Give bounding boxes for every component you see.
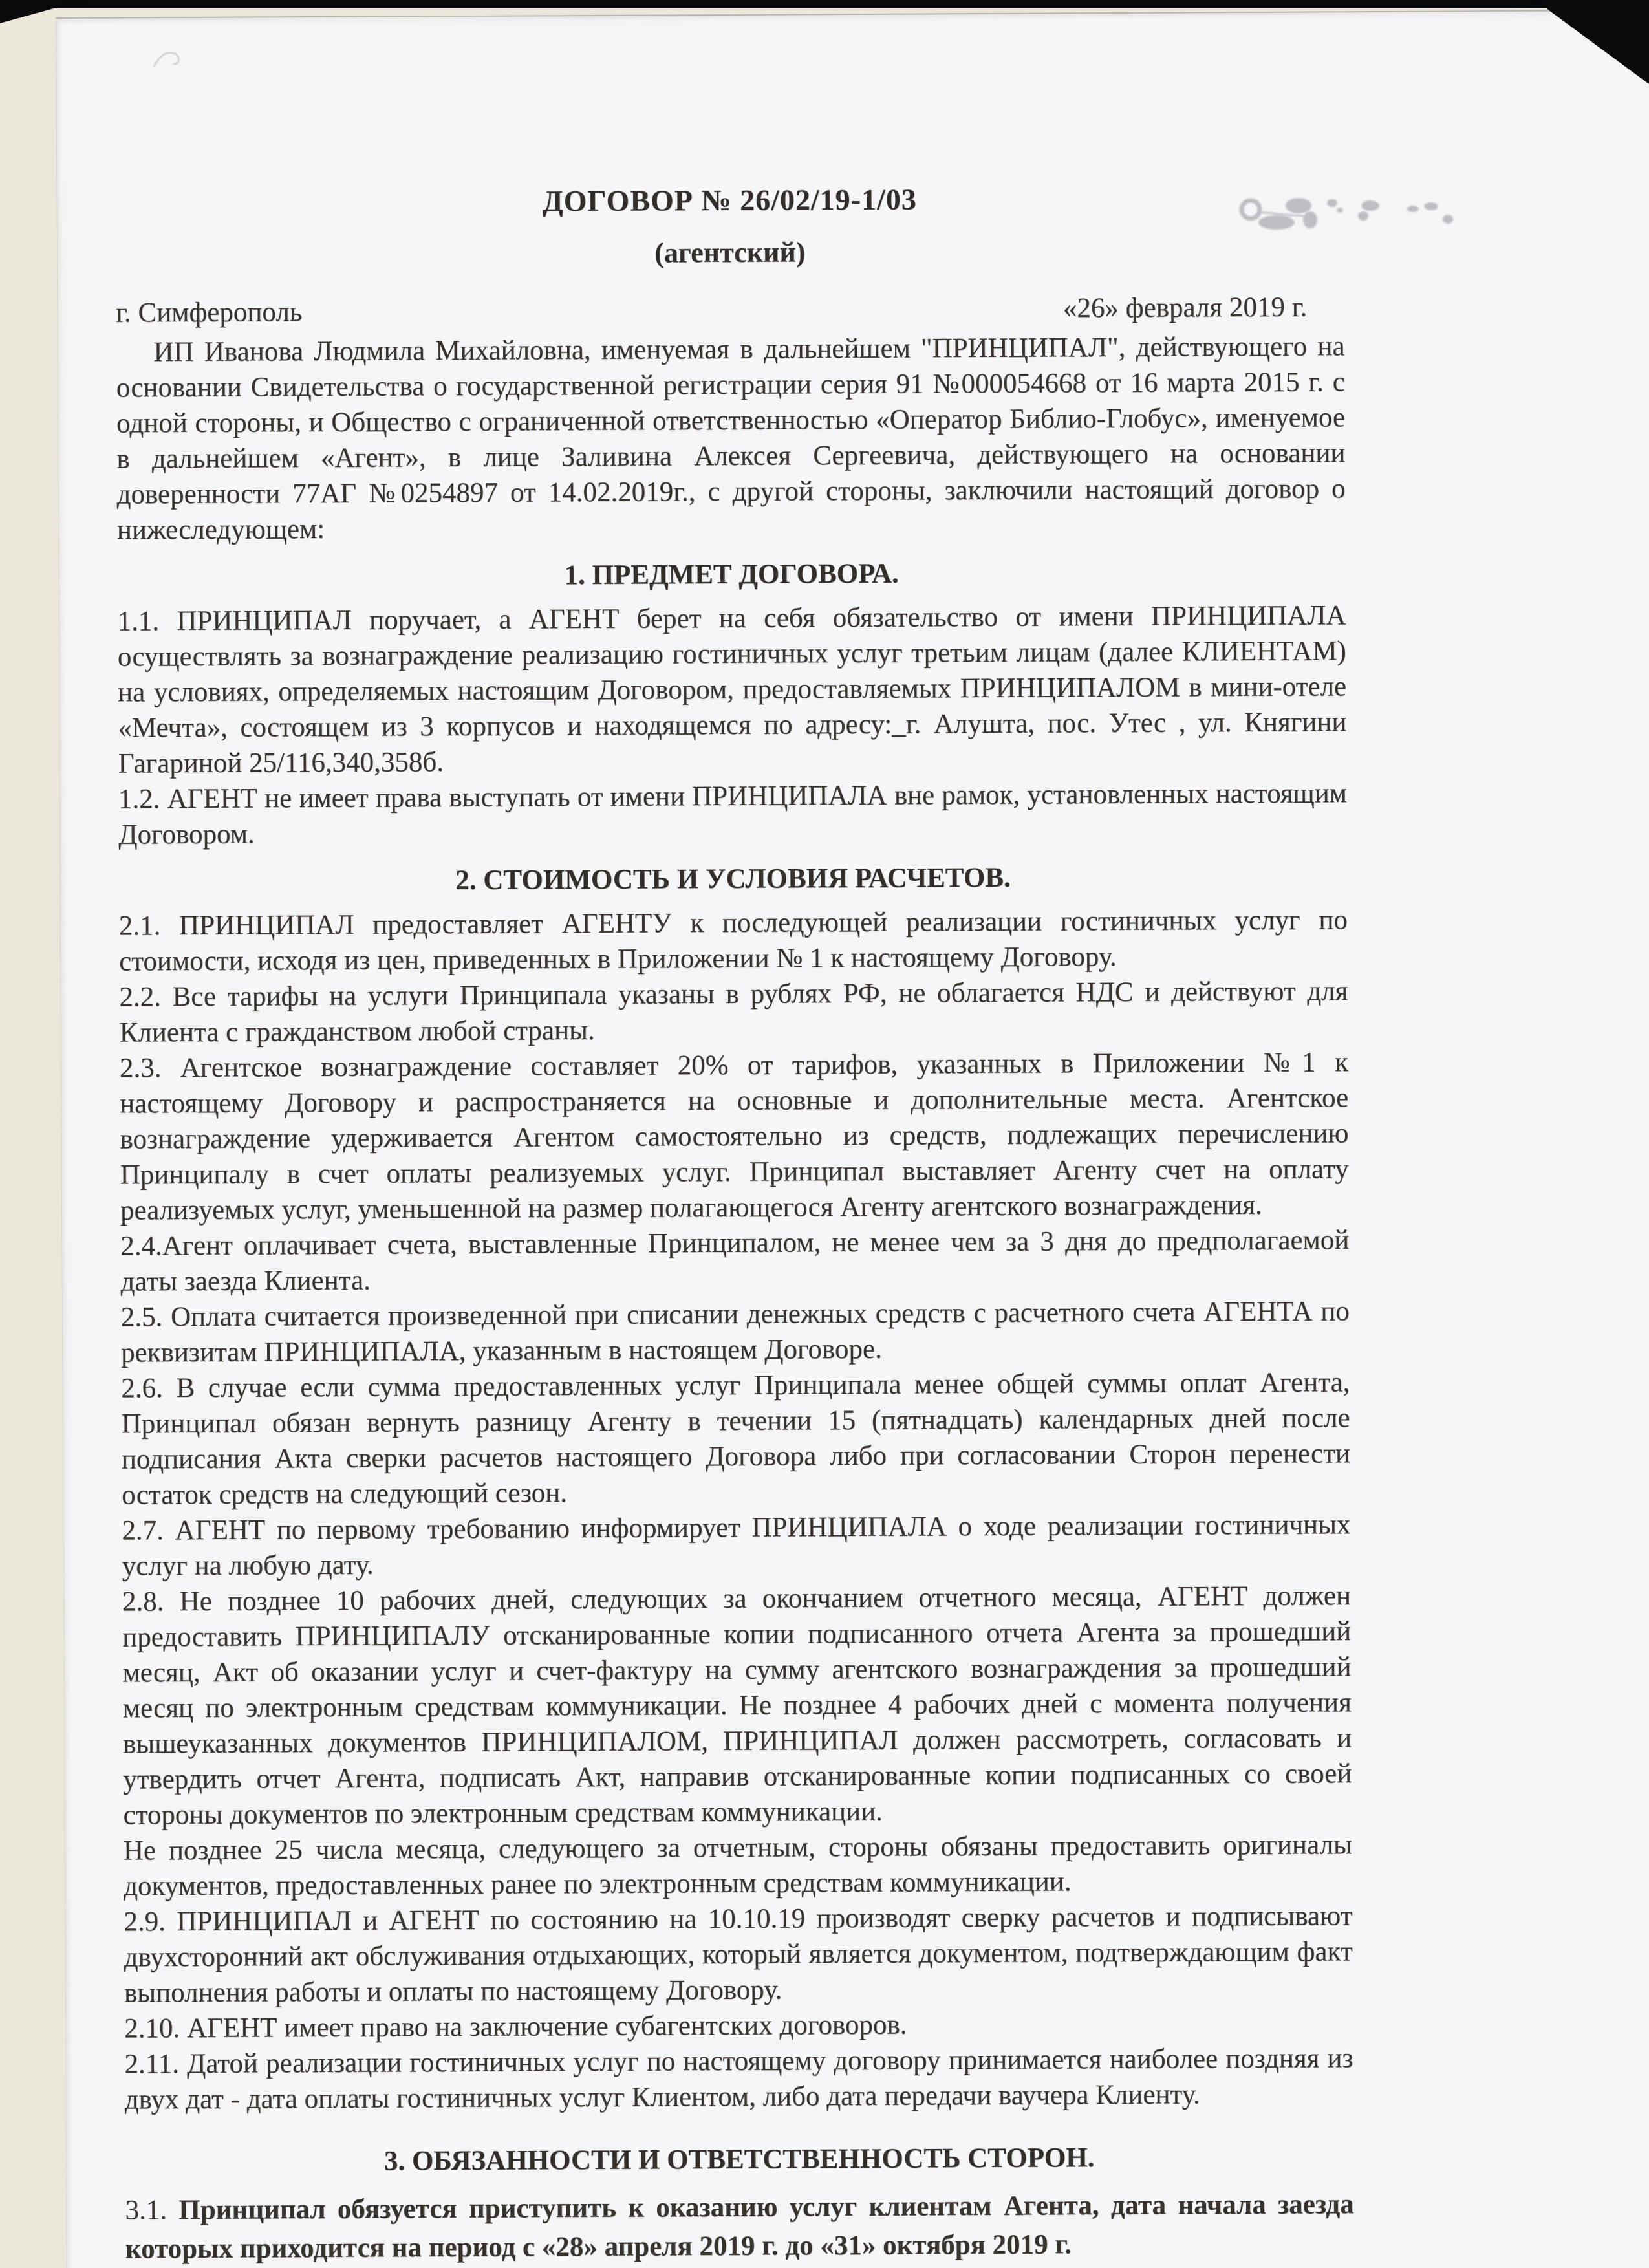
contract-paragraph: 2.11. Датой реализации гостиничных услуг по настоящему договору принимается наиболее поздняя из двух дат - дата оплаты гостиничных услуг Клиентом, либо дата передачи ваучера Клиенту. [124,2043,1353,2115]
section-heading: 1. ПРЕДМЕТ ДОГОВОРА. [564,558,899,591]
contract-paragraph: 2.10. АГЕНТ имеет право на заключение субагентских договоров. [124,2009,907,2044]
contract-paragraph: 2.2. Все тарифы на услуги Принципала указаны в рублях РФ, не облагается НДС и действуют для Клиента с гражданством любой страны. [119,976,1348,1048]
contract-paragraph: 2.1. ПРИНЦИПАЛ предоставляет АГЕНТУ к последующей реализации гостиничных услуг по стоимости, исходя из цен, приведенных в Приложении № 1 к настоящему Договору. [118,905,1348,977]
contract-paragraph: 2.6. В случае если сумма предоставленных услуг Принципала менее общей суммы оплат Агента, Принципал обязан вернуть разницу Агенту в течении 15 (пятнадцать) календарных дней после подписания Акта сверки расчетов настоящего Договора либо при согласовании Сторон перенести остаток средств на следующий сезон. [121,1367,1350,1511]
pencil-mark [147,45,193,74]
clause-number: 3.1. [125,2195,179,2226]
contract-paragraph: 1.2. АГЕНТ не имеет права выступать от имени ПРИНЦИПАЛА вне рамок, установленных настоящим Договором. [118,778,1348,850]
section-heading: 2. СТОИМОСТЬ И УСЛОВИЯ РАСЧЕТОВ. [455,862,1011,896]
contract-paragraph: Не позднее 25 числа месяца, следующего за отчетным, стороны обязаны предоставить оригиналы документов, предоставленных ранее по электронным средствам коммуникации. [123,1830,1352,1902]
contract-title: ДОГОВОР № 26/02/19-1/03 [542,182,917,218]
contract-paragraph: 2.4.Агент оплачивает счета, выставленные Принципалом, не менее чем за 3 дня до предполагаемой даты заезда Клиента. [120,1225,1350,1297]
contract-paragraph: 1.1. ПРИНЦИПАЛ поручает, а АГЕНТ берет на себя обязательство от имени ПРИНЦИПАЛА осуществлять за вознаграждение реализацию гостиничных услуг третьим лицам (далее КЛИЕНТАМ) на условиях, определяемых настоящим Договором, предоставляемых ПРИНЦИПАЛОМ в мини-отеле «Мечта», состоящем из 3 корпусов и находящемся по адресу:_г. Алушта, пос. Утес , ул. Княгини Гагариной 25/116,340,358б. [117,600,1347,779]
contract-paragraph: 2.8. Не позднее 10 рабочих дней, следующих за окончанием отчетного месяца, АГЕНТ должен предоставить ПРИНЦИПАЛУ отсканированные копии подписанного отчета Агента за прошедший месяц, Акт об оказании услуг и счет-фактуру на сумму агентского вознаграждения за прошедший месяц по электронным средствам коммуникации. Не позднее 4 рабочих дней с момента получения вышеуказанных документов ПРИНЦИПАЛОМ, ПРИНЦИПАЛ должен рассмотреть, согласовать и утвердить отчет Агента, подписать Акт, направив отсканированные копии подписанных со своей стороны документов по электронным средствам коммуникации. [122,1581,1352,1831]
ink-smudge [1236,189,1463,241]
document-page [56,9,1649,2268]
contract-subtitle: (агентский) [654,236,806,269]
contract-date: «26» февраля 2019 г. [1062,292,1308,324]
scanner-edge-top [0,0,1649,8]
contract-text [114,12,1354,2268]
contract-body [116,329,1354,2268]
contract-paragraph: 2.3. Агентское вознаграждение составляет 20% от тарифов, указанных в Приложении №1 к настоящему Договору и распространяется на основные и дополнительные места. Агентское вознаграждение удерживается Агентом самостоятельно из средств, подлежащих перечислению Принципалу в счет оплаты реализуемых услуг. Принципал выставляет Агенту счет на оплату реализуемых услуг, уменьшенной на размер полагающегося Агенту агентского вознаграждения. [119,1047,1349,1226]
clause-text: Принципал обязуется приступить к оказанию услуг клиентам Агента, дата начала заезда которых приходится на период с «28» апреля 2019 г. до «31» октября 2019 г. [125,2189,1354,2265]
city-date-line [116,289,1344,330]
contract-paragraph: 2.9. ПРИНЦИПАЛ и АГЕНТ по состоянию на 10.10.19 производят сверку расчетов и подписывают двухсторонний акт обслуживания отдыхающих, который является документом, подтверждающим факт выполнения работы и оплаты по настоящему Договору. [124,1901,1353,2009]
contract-paragraph [125,2185,1354,2268]
contract-paragraph: 2.5. Оплата считается произведенной при списании денежных средств с расчетного счета АГЕНТА по реквизитам ПРИНЦИПАЛА, указанным в настоящем Договоре. [120,1296,1350,1368]
contract-paragraph: ИП Иванова Людмила Михайловна, именуемая в дальнейшем "ПРИНЦИПАЛ", действующего на основании Свидетельства о государственной регистрации серия 91 №000054668 от 16 марта 2015 г. с одной стороны, и Общество с ограниченной ответственностью «Оператор Библио-Глобус», именуемое в дальнейшем «Агент», в лице Заливина Алексея Сергеевича, действующего на основании доверенности 77АГ №0254897 от 14.02.2019г., с другой стороны, заключили настоящий договор о нижеследующем: [116,331,1346,546]
section-heading: 3. ОБЯЗАННОСТИ И ОТВЕТСТВЕННОСТЬ СТОРОН. [383,2143,1095,2177]
contract-paragraph: 2.7. АГЕНТ по первому требованию информирует ПРИНЦИПАЛА о ходе реализации гостиничных услуг на любую дату. [122,1509,1351,1582]
contract-city: г. Симферополь [116,297,303,329]
